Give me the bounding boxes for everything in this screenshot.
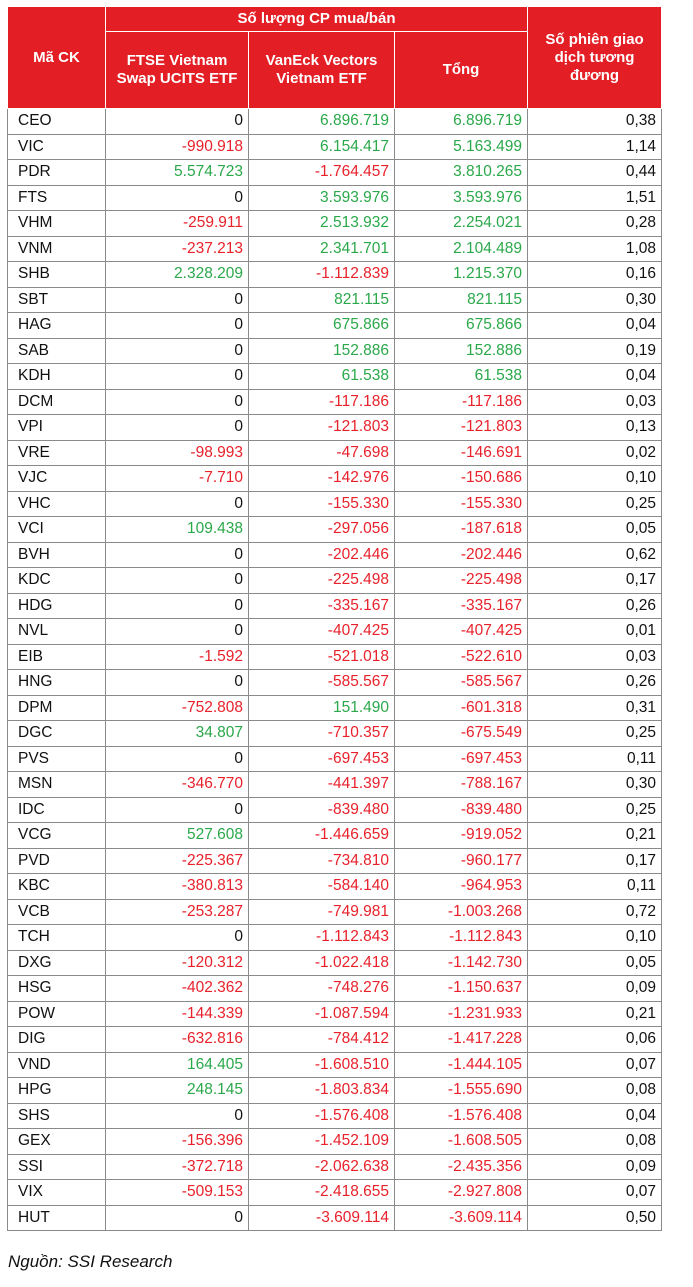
sessions-cell: 0,25 <box>528 721 662 747</box>
ftse-value-cell: -120.312 <box>106 950 249 976</box>
ftse-value-cell: -144.339 <box>106 1001 249 1027</box>
ftse-value-cell: 164.405 <box>106 1052 249 1078</box>
sessions-cell: 0,30 <box>528 287 662 313</box>
ftse-value-cell: -259.911 <box>106 211 249 237</box>
vaneck-value-cell: -710.357 <box>249 721 395 747</box>
stock-code-cell: VND <box>8 1052 106 1078</box>
table-body <box>8 109 662 1231</box>
etf-flow-table <box>7 6 662 1231</box>
table-row <box>8 1027 662 1053</box>
vaneck-value-cell: -1.576.408 <box>249 1103 395 1129</box>
total-value-cell: -1.231.933 <box>395 1001 528 1027</box>
table-row <box>8 1001 662 1027</box>
ftse-value-cell: 0 <box>106 185 249 211</box>
sessions-cell: 0,07 <box>528 1052 662 1078</box>
stock-code-cell: TCH <box>8 925 106 951</box>
vaneck-value-cell: -335.167 <box>249 593 395 619</box>
total-value-cell: -155.330 <box>395 491 528 517</box>
ftse-value-cell: 0 <box>106 670 249 696</box>
stock-code-cell: GEX <box>8 1129 106 1155</box>
stock-code-cell: VNM <box>8 236 106 262</box>
stock-code-cell: HNG <box>8 670 106 696</box>
total-value-cell: 3.810.265 <box>395 160 528 186</box>
table-row <box>8 568 662 594</box>
total-value-cell: -1.142.730 <box>395 950 528 976</box>
source-note: Nguồn: SSI Research <box>8 1252 173 1271</box>
ftse-value-cell: -7.710 <box>106 466 249 492</box>
sessions-cell: 0,13 <box>528 415 662 441</box>
table-row <box>8 236 662 262</box>
total-value-cell: -675.549 <box>395 721 528 747</box>
ftse-value-cell: 0 <box>106 287 249 313</box>
table-row <box>8 1103 662 1129</box>
etf-flow-table-container <box>7 6 661 1231</box>
table-row <box>8 721 662 747</box>
sessions-cell: 0,02 <box>528 440 662 466</box>
vaneck-value-cell: -47.698 <box>249 440 395 466</box>
stock-code-cell: HSG <box>8 976 106 1002</box>
sessions-cell: 1,08 <box>528 236 662 262</box>
table-row <box>8 287 662 313</box>
table-row <box>8 389 662 415</box>
stock-code-cell: DGC <box>8 721 106 747</box>
sessions-cell: 0,25 <box>528 797 662 823</box>
table-row <box>8 874 662 900</box>
sessions-cell: 0,10 <box>528 466 662 492</box>
sessions-cell: 0,50 <box>528 1205 662 1231</box>
table-row <box>8 746 662 772</box>
vaneck-value-cell: -521.018 <box>249 644 395 670</box>
table-row <box>8 797 662 823</box>
ftse-value-cell: -509.153 <box>106 1180 249 1206</box>
ftse-value-cell: -402.362 <box>106 976 249 1002</box>
stock-code-cell: DIG <box>8 1027 106 1053</box>
vaneck-value-cell: 821.115 <box>249 287 395 313</box>
table-row <box>8 848 662 874</box>
vaneck-value-cell: -142.976 <box>249 466 395 492</box>
vaneck-value-cell: -1.803.834 <box>249 1078 395 1104</box>
total-value-cell: -839.480 <box>395 797 528 823</box>
sessions-cell: 0,72 <box>528 899 662 925</box>
total-value-cell: -335.167 <box>395 593 528 619</box>
ftse-value-cell: 0 <box>106 925 249 951</box>
total-value-cell: -225.498 <box>395 568 528 594</box>
table-row <box>8 1154 662 1180</box>
vaneck-value-cell: 2.341.701 <box>249 236 395 262</box>
table-row <box>8 466 662 492</box>
table-row <box>8 364 662 390</box>
ftse-value-cell: -225.367 <box>106 848 249 874</box>
stock-code-cell: VIX <box>8 1180 106 1206</box>
total-value-cell: -3.609.114 <box>395 1205 528 1231</box>
stock-code-cell: VIC <box>8 134 106 160</box>
sessions-cell: 0,17 <box>528 848 662 874</box>
sessions-cell: 0,25 <box>528 491 662 517</box>
table-row <box>8 644 662 670</box>
ftse-value-cell: 2.328.209 <box>106 262 249 288</box>
table-row <box>8 517 662 543</box>
sessions-cell: 0,11 <box>528 746 662 772</box>
stock-code-cell: PVS <box>8 746 106 772</box>
ftse-value-cell: -237.213 <box>106 236 249 262</box>
table-row <box>8 976 662 1002</box>
sessions-cell: 0,07 <box>528 1180 662 1206</box>
stock-code-cell: SHB <box>8 262 106 288</box>
vaneck-value-cell: 6.896.719 <box>249 109 395 135</box>
vaneck-value-cell: -297.056 <box>249 517 395 543</box>
total-value-cell: 1.215.370 <box>395 262 528 288</box>
table-row <box>8 262 662 288</box>
vaneck-value-cell: 6.154.417 <box>249 134 395 160</box>
table-row <box>8 593 662 619</box>
vaneck-value-cell: -2.062.638 <box>249 1154 395 1180</box>
table-row <box>8 1129 662 1155</box>
stock-code-cell: EIB <box>8 644 106 670</box>
table-row <box>8 1078 662 1104</box>
sessions-cell: 0,16 <box>528 262 662 288</box>
header-vaneck: VanEck Vectors Vietnam ETF <box>249 32 395 109</box>
stock-code-cell: FTS <box>8 185 106 211</box>
stock-code-cell: PDR <box>8 160 106 186</box>
vaneck-value-cell: -1.608.510 <box>249 1052 395 1078</box>
stock-code-cell: KDH <box>8 364 106 390</box>
ftse-value-cell: 5.574.723 <box>106 160 249 186</box>
vaneck-value-cell: -839.480 <box>249 797 395 823</box>
sessions-cell: 0,19 <box>528 338 662 364</box>
total-value-cell: 821.115 <box>395 287 528 313</box>
ftse-value-cell: 0 <box>106 338 249 364</box>
total-value-cell: -1.608.505 <box>395 1129 528 1155</box>
ftse-value-cell: 0 <box>106 389 249 415</box>
vaneck-value-cell: -784.412 <box>249 1027 395 1053</box>
ftse-value-cell: 0 <box>106 1103 249 1129</box>
table-row <box>8 542 662 568</box>
vaneck-value-cell: -3.609.114 <box>249 1205 395 1231</box>
sessions-cell: 0,06 <box>528 1027 662 1053</box>
stock-code-cell: VHC <box>8 491 106 517</box>
vaneck-value-cell: -734.810 <box>249 848 395 874</box>
sessions-cell: 0,28 <box>528 211 662 237</box>
total-value-cell: -964.953 <box>395 874 528 900</box>
sessions-cell: 0,21 <box>528 1001 662 1027</box>
table-row <box>8 619 662 645</box>
total-value-cell: -1.150.637 <box>395 976 528 1002</box>
sessions-cell: 0,30 <box>528 772 662 798</box>
ftse-value-cell: 34.807 <box>106 721 249 747</box>
stock-code-cell: KBC <box>8 874 106 900</box>
total-value-cell: -121.803 <box>395 415 528 441</box>
ftse-value-cell: -346.770 <box>106 772 249 798</box>
sessions-cell: 0,26 <box>528 593 662 619</box>
table-row <box>8 109 662 135</box>
ftse-value-cell: 109.438 <box>106 517 249 543</box>
header-sessions: Số phiên giao dịch tương đương <box>528 7 662 109</box>
table-row <box>8 1052 662 1078</box>
total-value-cell: -407.425 <box>395 619 528 645</box>
total-value-cell: -150.686 <box>395 466 528 492</box>
ftse-value-cell: -98.993 <box>106 440 249 466</box>
vaneck-value-cell: -1.764.457 <box>249 160 395 186</box>
total-value-cell: -2.927.808 <box>395 1180 528 1206</box>
sessions-cell: 0,17 <box>528 568 662 594</box>
vaneck-value-cell: 151.490 <box>249 695 395 721</box>
stock-code-cell: POW <box>8 1001 106 1027</box>
total-value-cell: -697.453 <box>395 746 528 772</box>
table-row <box>8 185 662 211</box>
total-value-cell: -601.318 <box>395 695 528 721</box>
total-value-cell: -1.003.268 <box>395 899 528 925</box>
ftse-value-cell: -156.396 <box>106 1129 249 1155</box>
total-value-cell: -522.610 <box>395 644 528 670</box>
vaneck-value-cell: -1.087.594 <box>249 1001 395 1027</box>
ftse-value-cell: 0 <box>106 619 249 645</box>
stock-code-cell: CEO <box>8 109 106 135</box>
stock-code-cell: HAG <box>8 313 106 339</box>
table-row <box>8 950 662 976</box>
ftse-value-cell: 0 <box>106 1205 249 1231</box>
vaneck-value-cell: -2.418.655 <box>249 1180 395 1206</box>
ftse-value-cell: 0 <box>106 313 249 339</box>
total-value-cell: -202.446 <box>395 542 528 568</box>
sessions-cell: 0,01 <box>528 619 662 645</box>
total-value-cell: -585.567 <box>395 670 528 696</box>
table-row <box>8 211 662 237</box>
vaneck-value-cell: -1.446.659 <box>249 823 395 849</box>
stock-code-cell: NVL <box>8 619 106 645</box>
table-row <box>8 670 662 696</box>
vaneck-value-cell: -585.567 <box>249 670 395 696</box>
ftse-value-cell: -253.287 <box>106 899 249 925</box>
stock-code-cell: HDG <box>8 593 106 619</box>
vaneck-value-cell: 3.593.976 <box>249 185 395 211</box>
sessions-cell: 0,11 <box>528 874 662 900</box>
table-row <box>8 415 662 441</box>
stock-code-cell: VCG <box>8 823 106 849</box>
total-value-cell: -146.691 <box>395 440 528 466</box>
vaneck-value-cell: -749.981 <box>249 899 395 925</box>
table-row <box>8 1180 662 1206</box>
ftse-value-cell: -752.808 <box>106 695 249 721</box>
stock-code-cell: IDC <box>8 797 106 823</box>
sessions-cell: 0,04 <box>528 1103 662 1129</box>
ftse-value-cell: -1.592 <box>106 644 249 670</box>
table-row <box>8 823 662 849</box>
total-value-cell: -1.576.408 <box>395 1103 528 1129</box>
stock-code-cell: DCM <box>8 389 106 415</box>
stock-code-cell: BVH <box>8 542 106 568</box>
table-row <box>8 1205 662 1231</box>
vaneck-value-cell: 675.866 <box>249 313 395 339</box>
sessions-cell: 0,62 <box>528 542 662 568</box>
vaneck-value-cell: -155.330 <box>249 491 395 517</box>
total-value-cell: -919.052 <box>395 823 528 849</box>
table-row <box>8 313 662 339</box>
stock-code-cell: HUT <box>8 1205 106 1231</box>
total-value-cell: 6.896.719 <box>395 109 528 135</box>
ftse-value-cell: 527.608 <box>106 823 249 849</box>
header-total: Tổng <box>395 32 528 109</box>
vaneck-value-cell: -225.498 <box>249 568 395 594</box>
sessions-cell: 1,14 <box>528 134 662 160</box>
ftse-value-cell: 0 <box>106 415 249 441</box>
total-value-cell: 2.254.021 <box>395 211 528 237</box>
ftse-value-cell: -372.718 <box>106 1154 249 1180</box>
vaneck-value-cell: -1.112.843 <box>249 925 395 951</box>
total-value-cell: -2.435.356 <box>395 1154 528 1180</box>
header-code: Mã CK <box>8 7 106 109</box>
sessions-cell: 0,31 <box>528 695 662 721</box>
total-value-cell: -1.555.690 <box>395 1078 528 1104</box>
stock-code-cell: HPG <box>8 1078 106 1104</box>
ftse-value-cell: 0 <box>106 542 249 568</box>
stock-code-cell: SBT <box>8 287 106 313</box>
stock-code-cell: DPM <box>8 695 106 721</box>
stock-code-cell: VCB <box>8 899 106 925</box>
table-row <box>8 925 662 951</box>
sessions-cell: 0,03 <box>528 644 662 670</box>
sessions-cell: 0,21 <box>528 823 662 849</box>
sessions-cell: 0,26 <box>528 670 662 696</box>
vaneck-value-cell: -121.803 <box>249 415 395 441</box>
ftse-value-cell: 0 <box>106 797 249 823</box>
sessions-cell: 0,05 <box>528 517 662 543</box>
sessions-cell: 0,08 <box>528 1129 662 1155</box>
stock-code-cell: SSI <box>8 1154 106 1180</box>
vaneck-value-cell: -441.397 <box>249 772 395 798</box>
total-value-cell: 3.593.976 <box>395 185 528 211</box>
stock-code-cell: PVD <box>8 848 106 874</box>
vaneck-value-cell: -697.453 <box>249 746 395 772</box>
stock-code-cell: VPI <box>8 415 106 441</box>
table-row <box>8 899 662 925</box>
ftse-value-cell: 0 <box>106 364 249 390</box>
stock-code-cell: SAB <box>8 338 106 364</box>
ftse-value-cell: -380.813 <box>106 874 249 900</box>
sessions-cell: 0,04 <box>528 364 662 390</box>
ftse-value-cell: 0 <box>106 568 249 594</box>
ftse-value-cell: 0 <box>106 593 249 619</box>
stock-code-cell: VRE <box>8 440 106 466</box>
sessions-cell: 0,38 <box>528 109 662 135</box>
vaneck-value-cell: -407.425 <box>249 619 395 645</box>
vaneck-value-cell: -748.276 <box>249 976 395 1002</box>
total-value-cell: 5.163.499 <box>395 134 528 160</box>
sessions-cell: 0,09 <box>528 976 662 1002</box>
ftse-value-cell: -990.918 <box>106 134 249 160</box>
table-row <box>8 134 662 160</box>
table-row <box>8 695 662 721</box>
total-value-cell: -788.167 <box>395 772 528 798</box>
stock-code-cell: MSN <box>8 772 106 798</box>
table-row <box>8 491 662 517</box>
vaneck-value-cell: -584.140 <box>249 874 395 900</box>
total-value-cell: -1.444.105 <box>395 1052 528 1078</box>
total-value-cell: 675.866 <box>395 313 528 339</box>
total-value-cell: -187.618 <box>395 517 528 543</box>
vaneck-value-cell: -202.446 <box>249 542 395 568</box>
stock-code-cell: DXG <box>8 950 106 976</box>
total-value-cell: 2.104.489 <box>395 236 528 262</box>
vaneck-value-cell: -1.022.418 <box>249 950 395 976</box>
vaneck-value-cell: -1.112.839 <box>249 262 395 288</box>
header-group: Số lượng CP mua/bán <box>106 7 528 32</box>
ftse-value-cell: 0 <box>106 109 249 135</box>
sessions-cell: 0,03 <box>528 389 662 415</box>
vaneck-value-cell: 152.886 <box>249 338 395 364</box>
sessions-cell: 0,09 <box>528 1154 662 1180</box>
vaneck-value-cell: -117.186 <box>249 389 395 415</box>
ftse-value-cell: -632.816 <box>106 1027 249 1053</box>
table-row <box>8 160 662 186</box>
sessions-cell: 0,10 <box>528 925 662 951</box>
stock-code-cell: VHM <box>8 211 106 237</box>
stock-code-cell: VJC <box>8 466 106 492</box>
sessions-cell: 1,51 <box>528 185 662 211</box>
table-row <box>8 338 662 364</box>
stock-code-cell: VCI <box>8 517 106 543</box>
header-ftse: FTSE Vietnam Swap UCITS ETF <box>106 32 249 109</box>
stock-code-cell: KDC <box>8 568 106 594</box>
stock-code-cell: SHS <box>8 1103 106 1129</box>
ftse-value-cell: 248.145 <box>106 1078 249 1104</box>
total-value-cell: -117.186 <box>395 389 528 415</box>
ftse-value-cell: 0 <box>106 746 249 772</box>
total-value-cell: 152.886 <box>395 338 528 364</box>
sessions-cell: 0,05 <box>528 950 662 976</box>
sessions-cell: 0,04 <box>528 313 662 339</box>
sessions-cell: 0,44 <box>528 160 662 186</box>
total-value-cell: 61.538 <box>395 364 528 390</box>
table-header <box>8 7 662 109</box>
total-value-cell: -1.417.228 <box>395 1027 528 1053</box>
vaneck-value-cell: 61.538 <box>249 364 395 390</box>
table-row <box>8 440 662 466</box>
vaneck-value-cell: 2.513.932 <box>249 211 395 237</box>
table-row <box>8 772 662 798</box>
total-value-cell: -960.177 <box>395 848 528 874</box>
sessions-cell: 0,08 <box>528 1078 662 1104</box>
total-value-cell: -1.112.843 <box>395 925 528 951</box>
ftse-value-cell: 0 <box>106 491 249 517</box>
vaneck-value-cell: -1.452.109 <box>249 1129 395 1155</box>
